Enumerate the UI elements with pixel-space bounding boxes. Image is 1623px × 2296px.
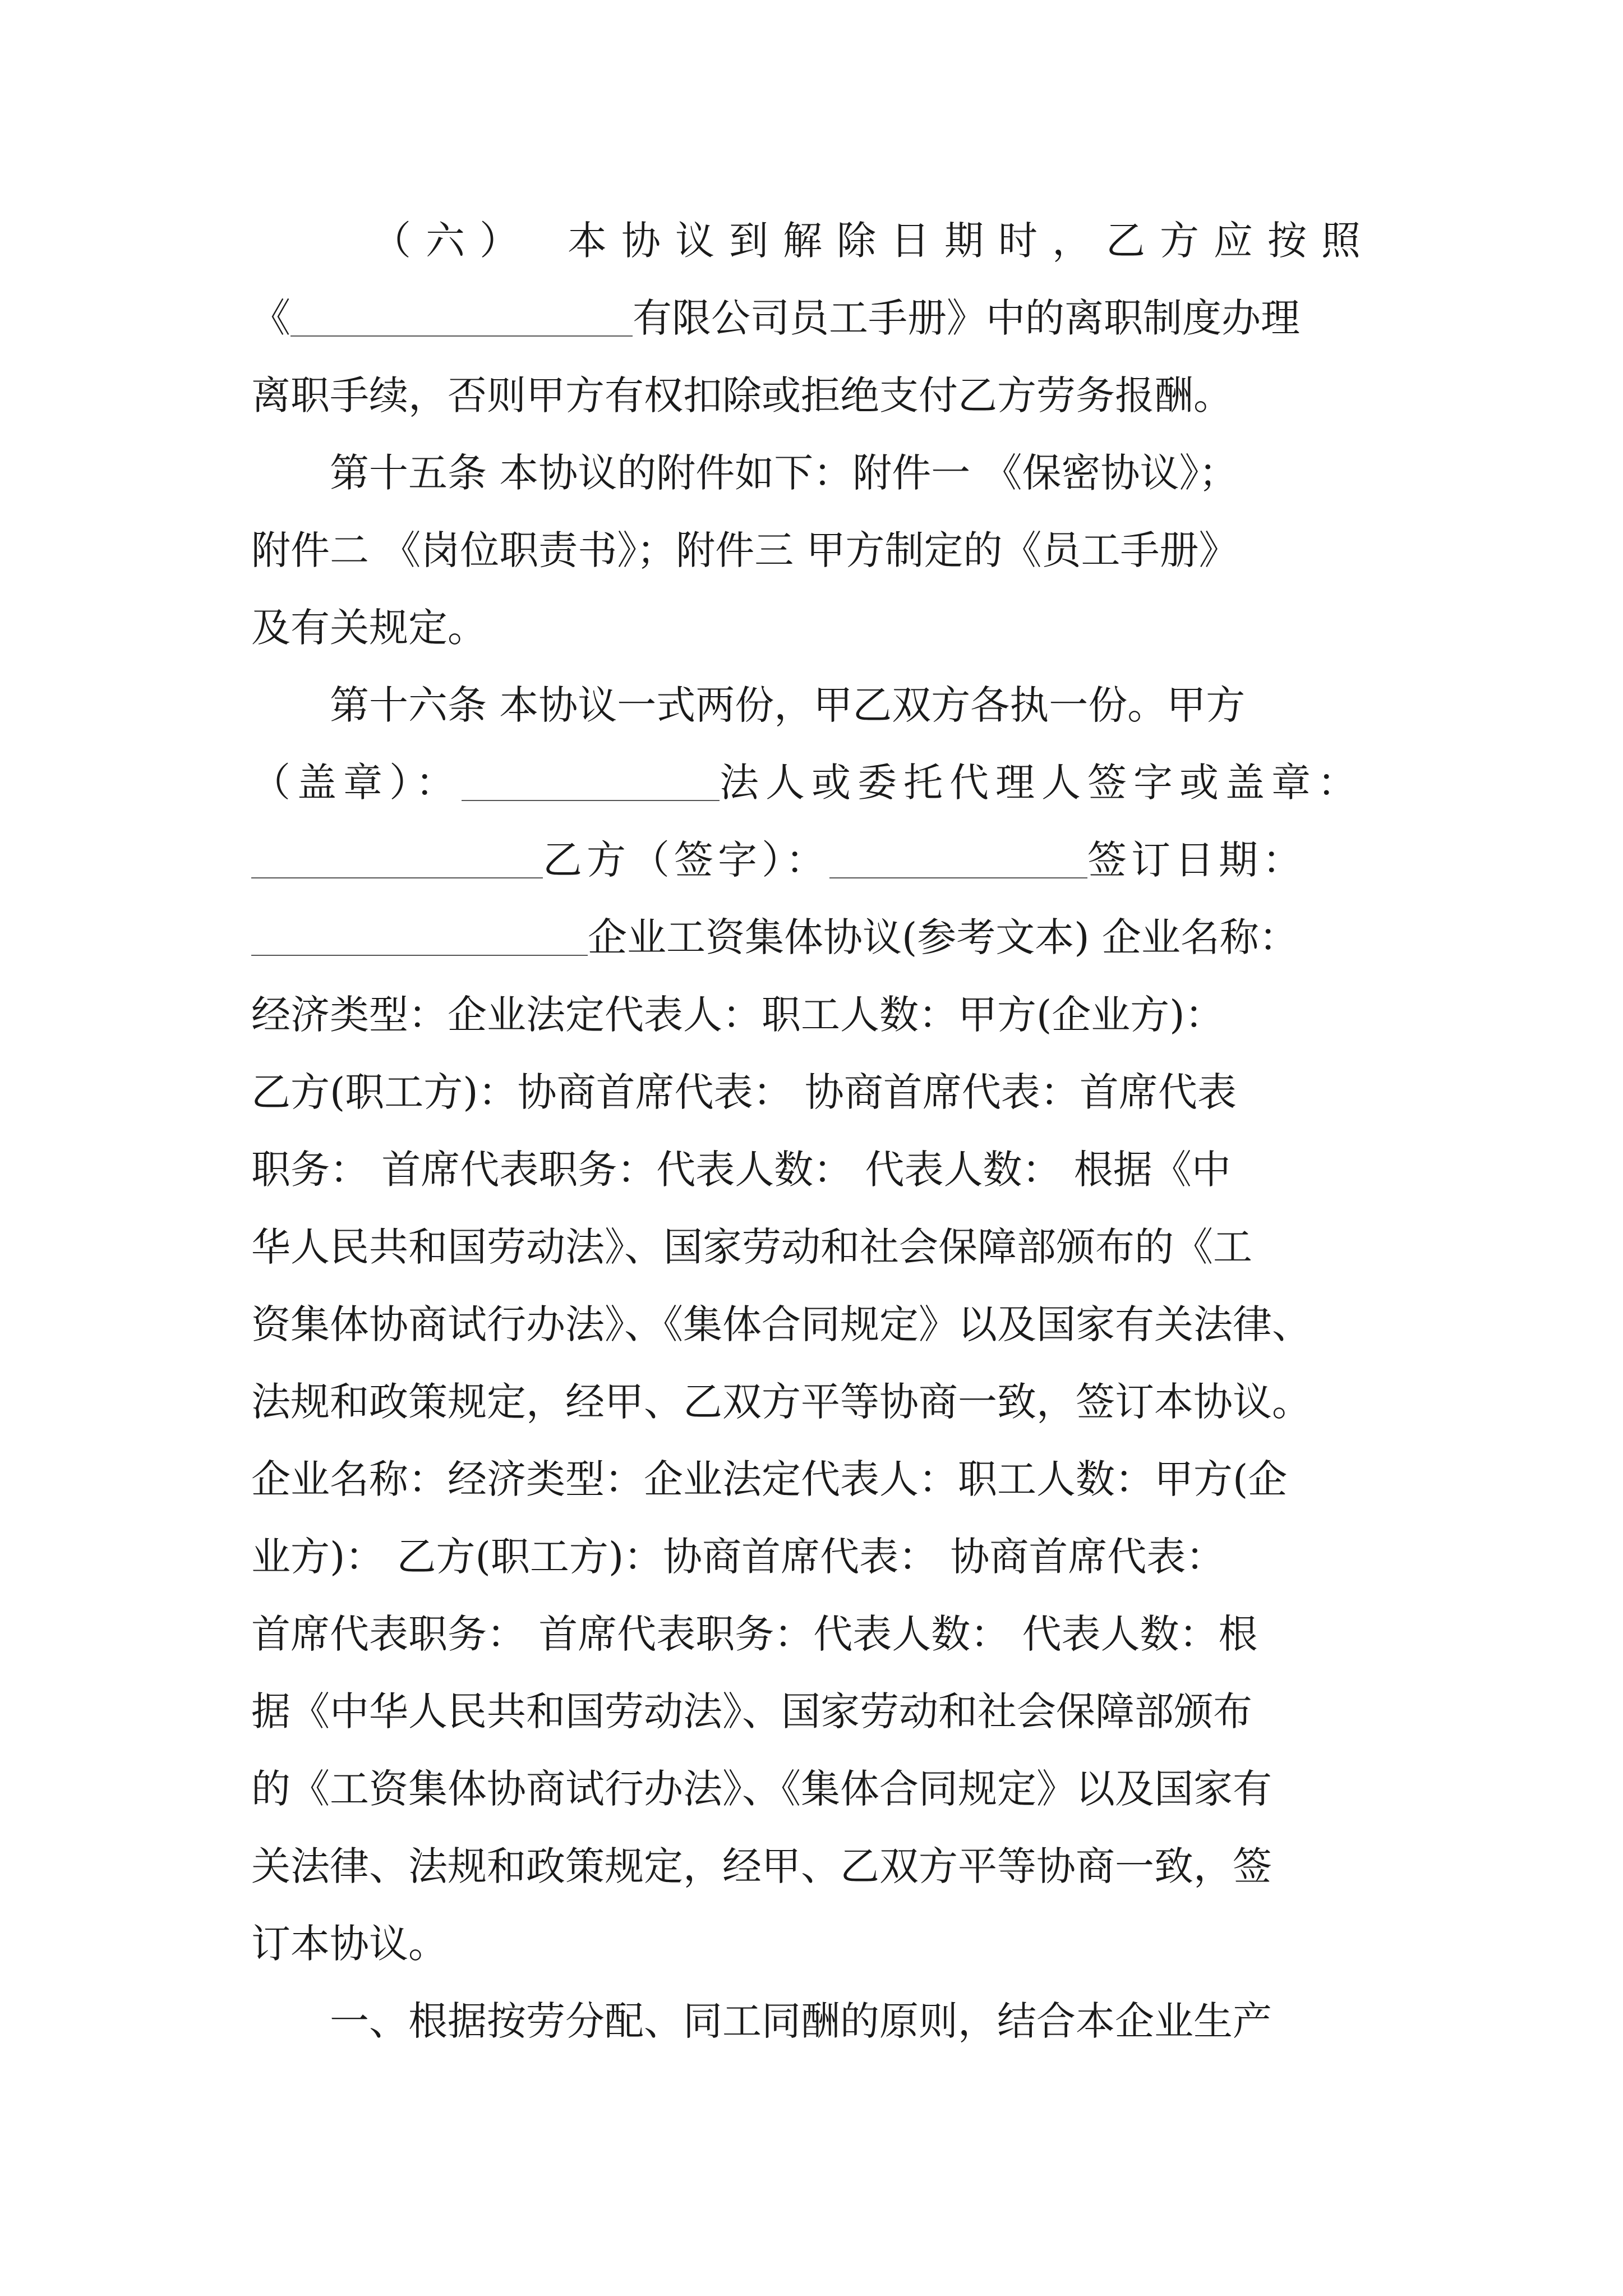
text-line: 关法律、法规和政策规定，经甲、乙双方平等协商一致，签 (251, 1843, 1272, 1889)
text-line: 订本协议。 (251, 1921, 448, 1967)
text-line: 华人民共和国劳动法》、国家劳动和社会保障部颁布的《工 (251, 1224, 1252, 1270)
text-line: 资集体协商试行办法》、《集体合同规定》以及国家有关法律、 (251, 1301, 1311, 1347)
text-line: 第十五条 本协议的附件如下：附件一 《保密协议》； (330, 450, 1238, 496)
text-line: 《 有限公司员工手册》中的离职制度办理 (251, 295, 1300, 341)
text-line: 企业名称：经济类型：企业法定代表人：职工人数：甲方(企 (251, 1456, 1288, 1502)
fill-in-blank (251, 955, 588, 956)
text-line: 据《中华人民共和国劳动法》、国家劳动和社会保障部颁布 (251, 1688, 1252, 1734)
fill-in-blank (462, 800, 720, 801)
text-line: 及有关规定。 (251, 605, 487, 651)
text-line: （六） 本协议到解除日期时，乙方应按照 (372, 218, 1375, 264)
text-line: 一、根据按劳分配、同工同酬的原则，结合本企业生产 (330, 1998, 1272, 2044)
text-line: 乙方(职工方)：协商首席代表： 协商首席代表：首席代表 (251, 1069, 1237, 1115)
document-page (251, 202, 1384, 2060)
text-line: （盖章）： 法人或委托代理人签字或盖章： (251, 760, 1363, 806)
text-line: 第十六条 本协议一式两份，甲乙双方各执一份。甲方 (330, 682, 1246, 728)
fill-in-blank (251, 877, 543, 878)
fill-in-blank (291, 335, 633, 337)
text-line: 首席代表职务： 首席代表职务：代表人数： 代表人数：根 (251, 1611, 1258, 1657)
text-line: 经济类型：企业法定代表人：职工人数：甲方(企业方)： (251, 992, 1224, 1038)
text-line: 职务： 首席代表职务：代表人数： 代表人数： 根据《中 (251, 1147, 1231, 1193)
text-line: 附件二 《岗位职责书》；附件三 甲方制定的《员工手册》 (251, 527, 1238, 573)
text-line: 企业工资集体协议(参考文本) 企业名称： (251, 899, 1384, 976)
text-line: 业方)： 乙方(职工方)：协商首席代表： 协商首席代表： (251, 1534, 1225, 1580)
text-line: 乙方（签字）： 签订日期： (251, 821, 1384, 899)
text-line: 法规和政策规定，经甲、乙双方平等协商一致，签订本协议。 (251, 1379, 1311, 1425)
fill-in-blank (829, 877, 1087, 878)
text-line: 的《工资集体协商试行办法》、《集体合同规定》以及国家有 (251, 1766, 1272, 1812)
text-line: 离职手续，否则甲方有权扣除或拒绝支付乙方劳务报酬。 (251, 372, 1233, 418)
